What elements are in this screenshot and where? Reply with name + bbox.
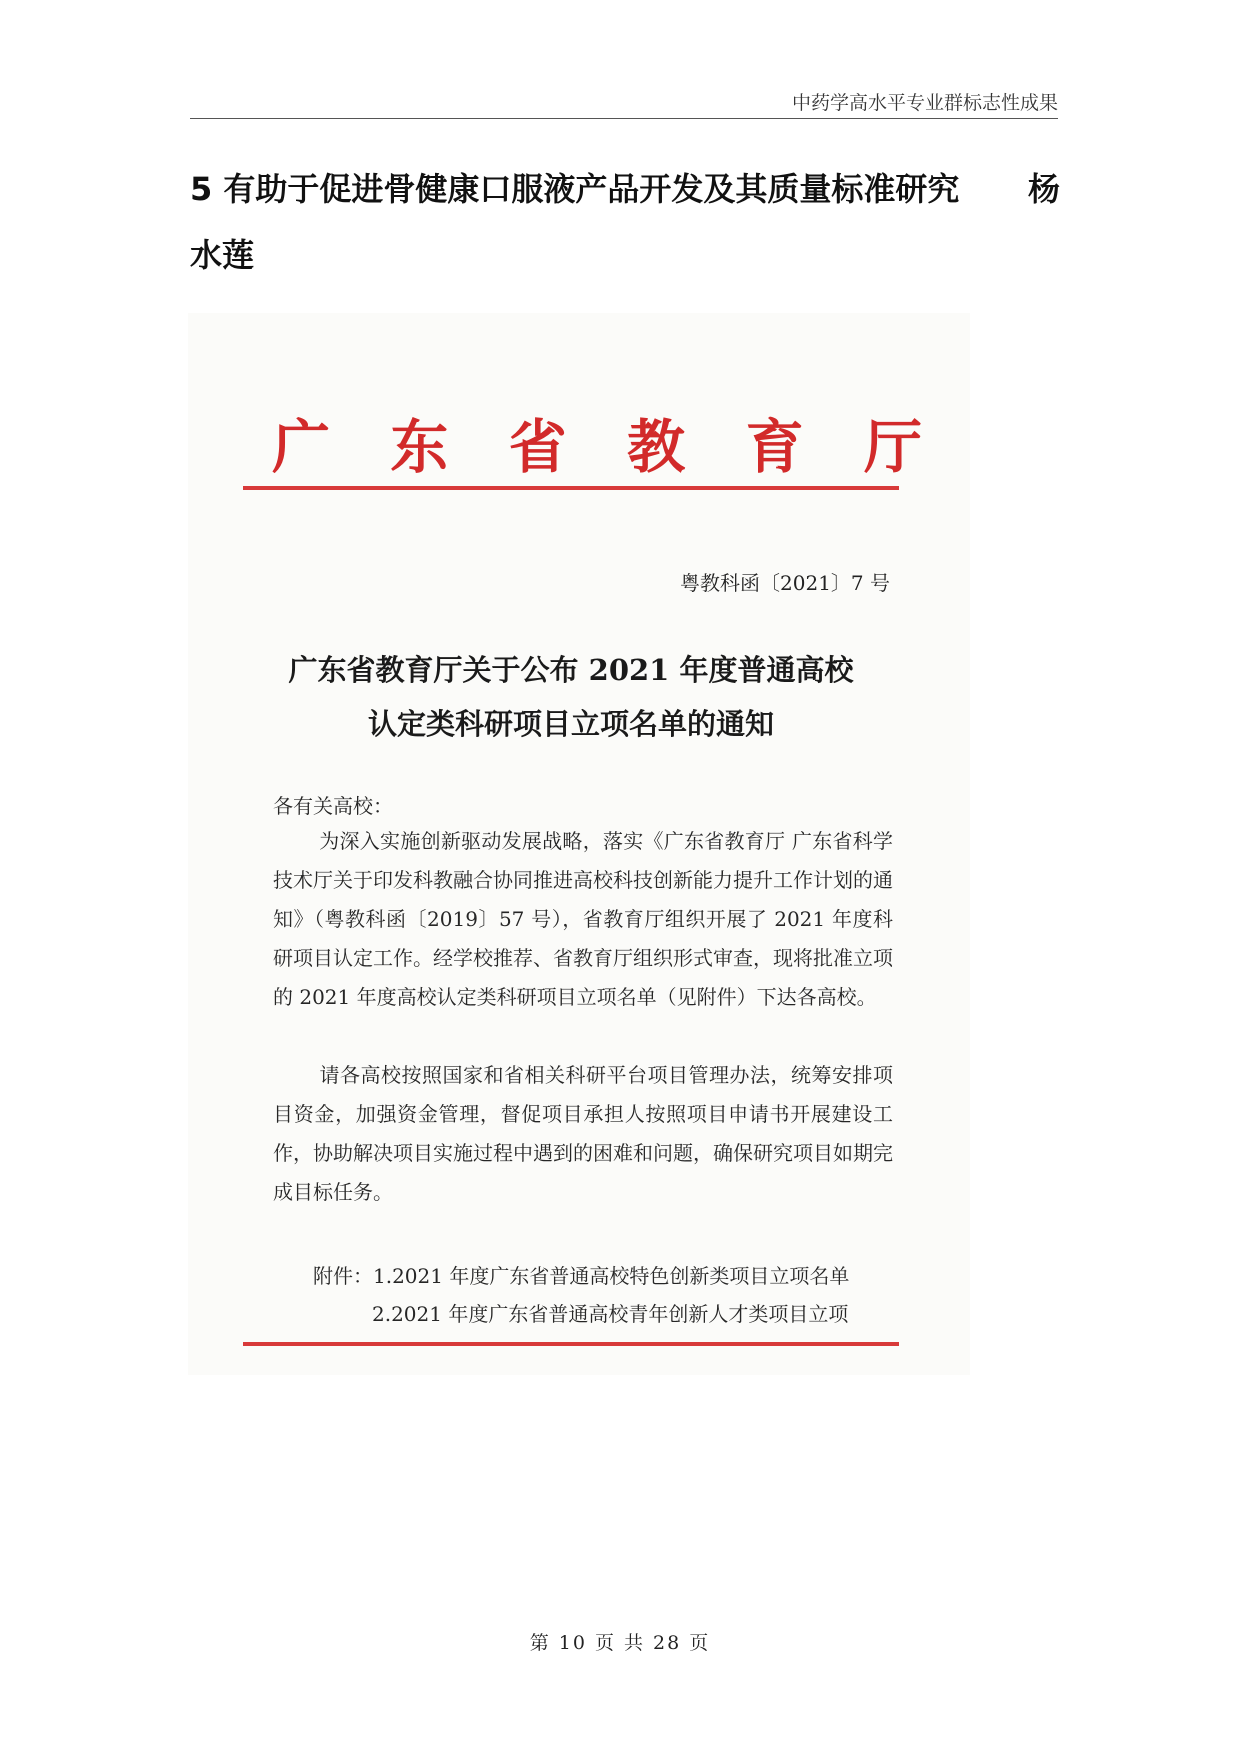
notice-title	[243, 643, 899, 751]
author-name-part1: 杨	[1027, 170, 1060, 208]
paragraph-1	[273, 822, 893, 1017]
attachments	[313, 1257, 849, 1333]
paragraph-2	[273, 1056, 893, 1212]
org-char: 省	[508, 413, 567, 481]
notice-title-line1: 广东省教育厅关于公布 2021 年度普通高校	[288, 653, 854, 687]
org-char: 东	[390, 413, 449, 481]
document-number: 粤教科函〔2021〕7 号	[680, 571, 890, 595]
paragraph-2-text: 请各高校按照国家和省相关科研平台项目管理办法，统筹安排项目资金，加强资金管理，督促项目承担人按照项目申请书开展建设工作，协助解决项目实施过程中遇到的困难和问题，确保研究项目如期完成目标任务。	[273, 1063, 893, 1204]
org-char: 教	[627, 413, 686, 481]
page-number: 第 10 页 共 28 页	[529, 1632, 711, 1654]
org-char: 育	[745, 413, 804, 481]
org-char: 厅	[863, 413, 922, 481]
attachment-2: 2.2021 年度广东省普通高校青年创新人才类项目立项	[372, 1302, 849, 1326]
header-text: 中药学高水平专业群标志性成果	[791, 92, 1058, 114]
attachment-1: 附件：1.2021 年度广东省普通高校特色创新类项目立项名单	[313, 1264, 850, 1288]
notice-title-line2: 认定类科研项目立项名单的通知	[367, 707, 774, 741]
red-header-rule	[243, 486, 899, 490]
section-title	[190, 156, 1060, 288]
section-title-text: 5 有助于促进骨健康口服液产品开发及其质量标准研究	[190, 170, 960, 208]
paragraph-1-text: 为深入实施创新驱动发展战略，落实《广东省教育厅 广东省科学技术厅关于印发科教融合协同推进高校科技创新能力提升工作计划的通知》（粤教科函〔2019〕57 号），省教育厅组织开展了 2021 年度科研项目认定工作。经学校推荐、省教育厅组织形式审查，现将批准立项的 2021 年度高校认定类科研项目立项名单（见附件）下达各高校。	[273, 829, 893, 1009]
red-footer-rule	[243, 1342, 899, 1346]
salutation: 各有关高校：	[273, 794, 393, 818]
org-char: 广	[272, 413, 331, 481]
page-header	[190, 86, 1058, 119]
issuing-organization	[272, 400, 922, 480]
author-name-part2: 水莲	[190, 236, 255, 274]
